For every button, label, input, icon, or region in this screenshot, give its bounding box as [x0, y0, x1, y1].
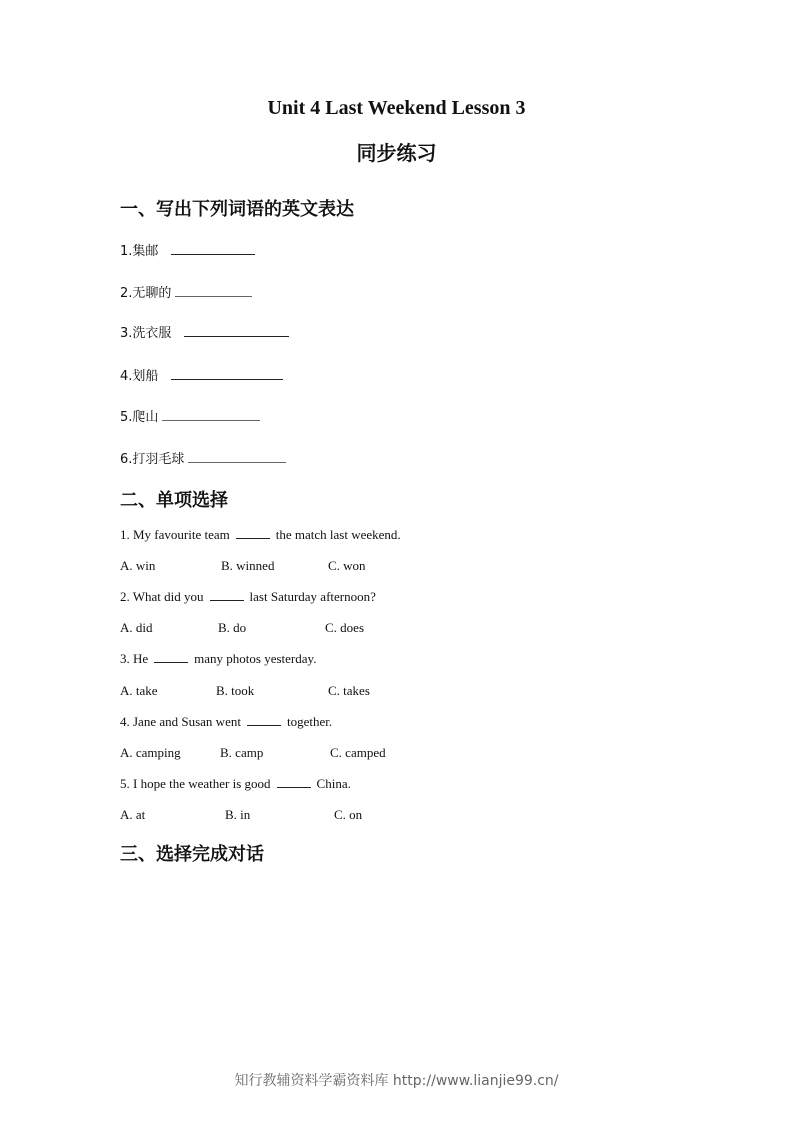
- question-blank[interactable]: [236, 527, 270, 539]
- question-blank[interactable]: [277, 776, 311, 788]
- document-subtitle: 同步练习: [356, 141, 437, 165]
- section-2-heading: 二、单项选择: [120, 490, 228, 511]
- option-b[interactable]: B. took: [216, 683, 255, 698]
- answer-blank[interactable]: [184, 325, 289, 337]
- question-4: [120, 714, 332, 730]
- vocab-label: 6.打羽毛球: [120, 452, 185, 467]
- question-text-before: 3. He: [120, 651, 149, 666]
- question-text-before: 2. What did you: [120, 589, 204, 604]
- answer-blank[interactable]: [171, 368, 283, 380]
- question-2: [120, 589, 376, 605]
- vocab-label: 3.洗衣服: [120, 326, 172, 341]
- footer-watermark: 知行教辅资料学霸资料库 http://www.lianjie99.cn/: [234, 1073, 559, 1089]
- vocab-item-5: [120, 406, 260, 425]
- question-text-before: 1. My favourite team: [120, 527, 230, 542]
- vocab-label: 2.无聊的: [120, 286, 172, 301]
- option-c[interactable]: C. won: [328, 558, 366, 573]
- option-b[interactable]: B. do: [218, 620, 247, 635]
- question-text-after: last Saturday afternoon?: [249, 589, 376, 604]
- option-b[interactable]: B. camp: [220, 745, 264, 760]
- option-b[interactable]: B. winned: [221, 558, 275, 573]
- question-blank[interactable]: [154, 651, 188, 663]
- option-a[interactable]: A. win: [120, 558, 156, 573]
- vocab-label: 4.划船: [120, 369, 159, 384]
- question-text-before: 4. Jane and Susan went: [120, 714, 241, 729]
- vocab-label: 5.爬山: [120, 410, 159, 425]
- vocab-item-6: [120, 448, 286, 467]
- vocab-label: 1.集邮: [120, 244, 159, 259]
- question-3: [120, 651, 316, 667]
- option-c[interactable]: C. on: [334, 807, 363, 822]
- answer-blank[interactable]: [171, 243, 255, 255]
- question-text-before: 5. I hope the weather is good: [120, 776, 271, 791]
- option-b[interactable]: B. in: [225, 807, 251, 822]
- answer-blank[interactable]: [188, 451, 286, 463]
- option-a[interactable]: A. take: [120, 683, 158, 698]
- question-text-after: the match last weekend.: [275, 527, 401, 542]
- option-c[interactable]: C. camped: [330, 745, 386, 760]
- question-text-after: China.: [316, 776, 351, 791]
- section-3-heading: 三、选择完成对话: [120, 844, 264, 865]
- answer-blank[interactable]: [175, 285, 252, 297]
- vocab-item-2: [120, 282, 252, 301]
- question-blank[interactable]: [210, 589, 244, 601]
- question-text-after: together.: [286, 714, 333, 729]
- question-blank[interactable]: [247, 714, 281, 726]
- question-5: [120, 776, 351, 792]
- vocab-item-1: [120, 240, 255, 259]
- option-c[interactable]: C. takes: [328, 683, 370, 698]
- option-c[interactable]: C. does: [325, 620, 364, 635]
- document-title: Unit 4 Last Weekend Lesson 3: [267, 97, 526, 119]
- section-1-heading: 一、写出下列词语的英文表达: [120, 199, 354, 220]
- option-a[interactable]: A. at: [120, 807, 146, 822]
- question-text-after: many photos yesterday.: [194, 651, 317, 666]
- vocab-item-4: [120, 365, 283, 384]
- vocab-item-3: [120, 322, 289, 341]
- answer-blank[interactable]: [162, 409, 260, 421]
- option-a[interactable]: A. camping: [120, 745, 181, 760]
- question-1: [120, 527, 401, 543]
- option-a[interactable]: A. did: [120, 620, 153, 635]
